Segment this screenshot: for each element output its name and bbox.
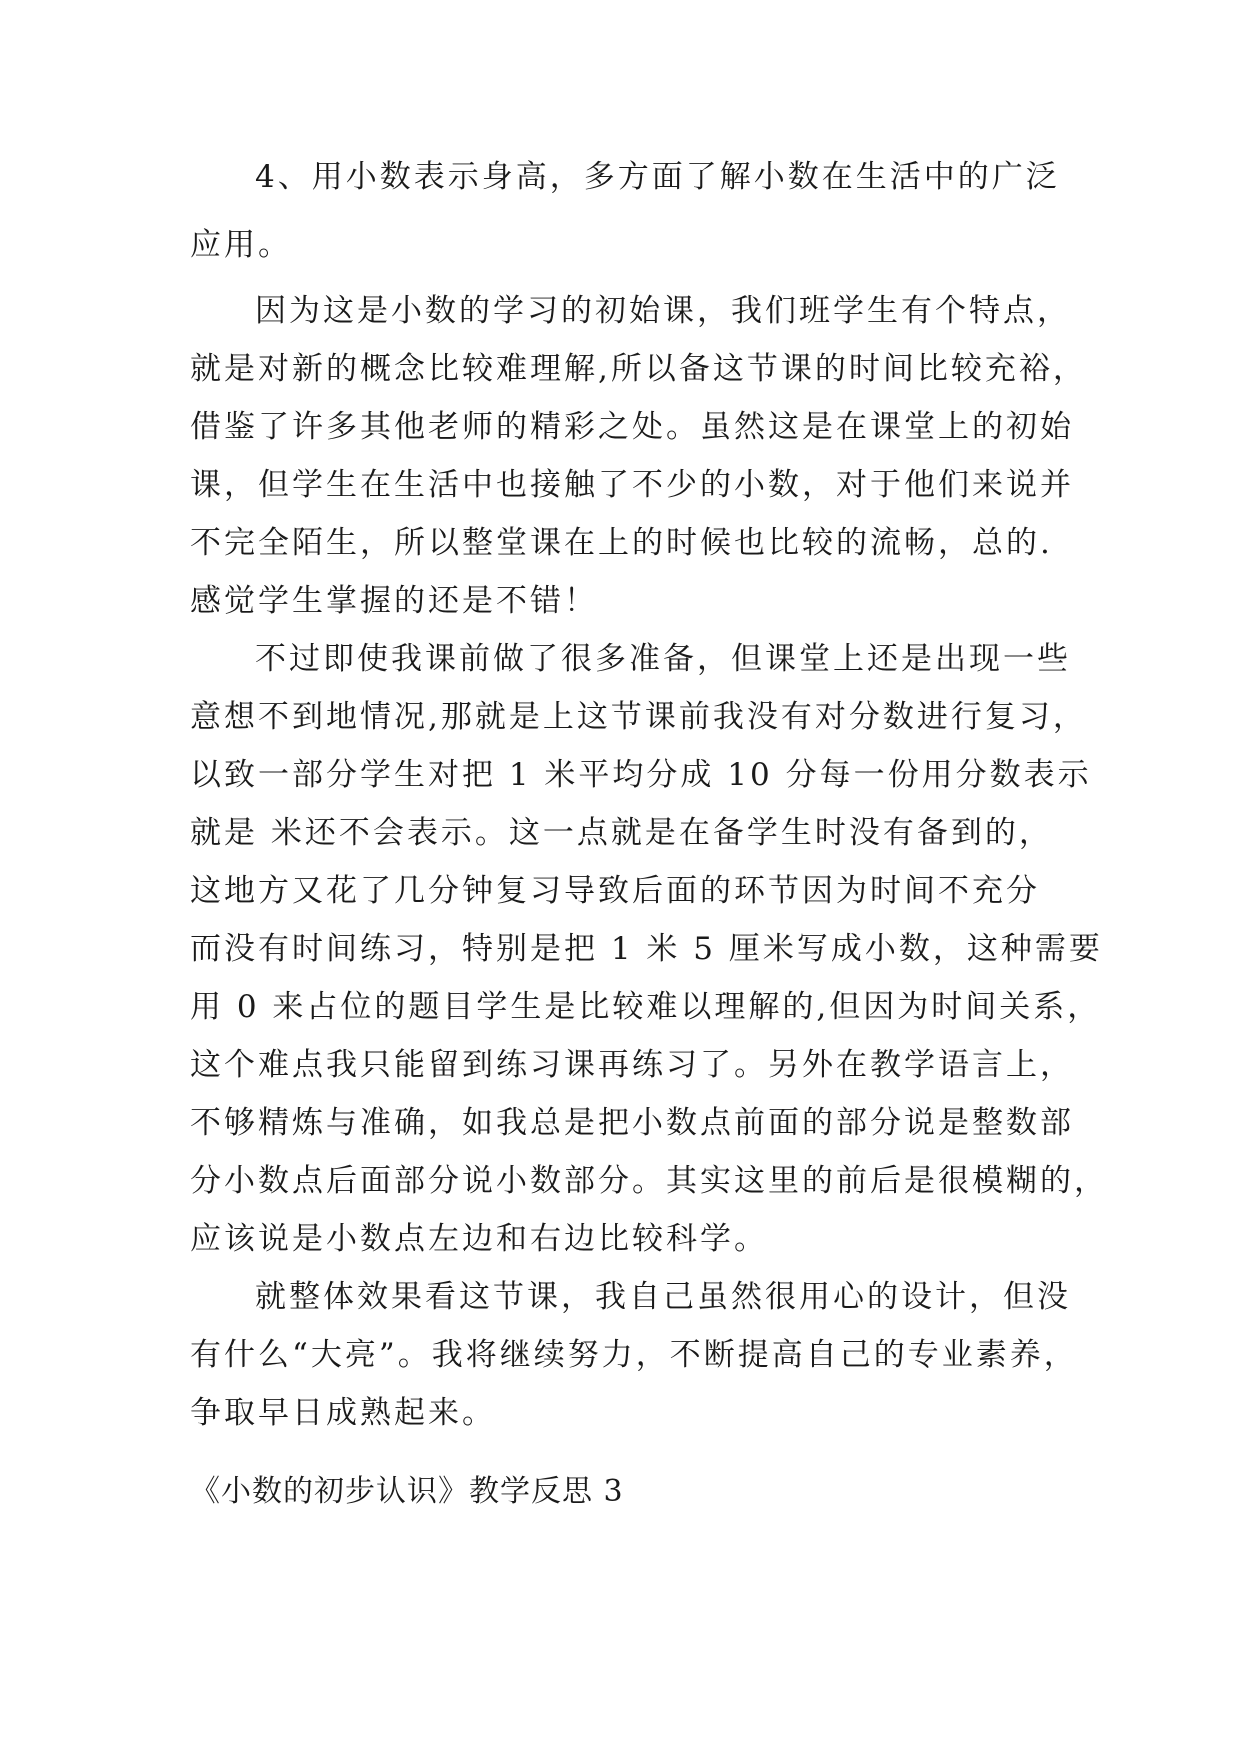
paragraph-3-line-11: 应该说是小数点左边和右边比较科学。 xyxy=(190,1221,768,1257)
paragraph-3-line-2: 意想不到地情况,那就是上这节课前我没有对分数进行复习， xyxy=(190,699,1087,735)
paragraph-2-line-3: 借鉴了许多其他老师的精彩之处。虽然这是在课堂上的初始 xyxy=(190,409,1074,445)
paragraph-2-line-6: 感觉学生掌握的还是不错！ xyxy=(190,583,598,619)
paragraph-3-line-7: 用 0 来占位的题目学生是比较难以理解的,但因为时间关系， xyxy=(190,989,1102,1025)
paragraph-3-line-3: 以致一部分学生对把 1 米平均分成 10 分每一份用分数表示 xyxy=(190,757,1092,793)
paragraph-2-line-1: 因为这是小数的学习的初始课，我们班学生有个特点， xyxy=(255,293,1071,329)
paragraph-3-line-4: 就是 米还不会表示。这一点就是在备学生时没有备到的， xyxy=(190,815,1053,851)
paragraph-2-line-2: 就是对新的概念比较难理解,所以备这节课的时间比较充裕， xyxy=(190,351,1087,387)
paragraph-3-line-5: 这地方又花了几分钟复习导致后面的环节因为时间不充分 xyxy=(190,873,1040,909)
paragraph-3-line-10: 分小数点后面部分说小数部分。其实这里的前后是很模糊的， xyxy=(190,1163,1108,1199)
section-heading: 《小数的初步认识》教学反思 3 xyxy=(190,1474,624,1509)
paragraph-4-line-1: 就整体效果看这节课，我自己虽然很用心的设计，但没 xyxy=(255,1279,1071,1315)
paragraph-2-line-5: 不完全陌生，所以整堂课在上的时候也比较的流畅，总的. xyxy=(190,525,1053,561)
paragraph-3-line-6: 而没有时间练习，特别是把 1 米 5 厘米写成小数，这种需要 xyxy=(190,931,1103,967)
paragraph-4-line-3: 争取早日成熟起来。 xyxy=(190,1395,496,1431)
paragraph-4-line-2: 有什么“大亮”。我将继续努力，不断提高自己的专业素养， xyxy=(190,1337,1078,1373)
paragraph-3-line-1: 不过即使我课前做了很多准备，但课堂上还是出现一些 xyxy=(255,641,1071,677)
paragraph-3-line-9: 不够精炼与准确，如我总是把小数点前面的部分说是整数部 xyxy=(190,1105,1074,1141)
paragraph-1-line-1: 4、用小数表示身高，多方面了解小数在生活中的广泛 xyxy=(255,159,1060,195)
paragraph-1-line-2: 应用。 xyxy=(190,227,292,263)
paragraph-2-line-4: 课，但学生在生活中也接触了不少的小数，对于他们来说并 xyxy=(190,467,1074,503)
paragraph-3-line-8: 这个难点我只能留到练习课再练习了。另外在教学语言上， xyxy=(190,1047,1074,1083)
